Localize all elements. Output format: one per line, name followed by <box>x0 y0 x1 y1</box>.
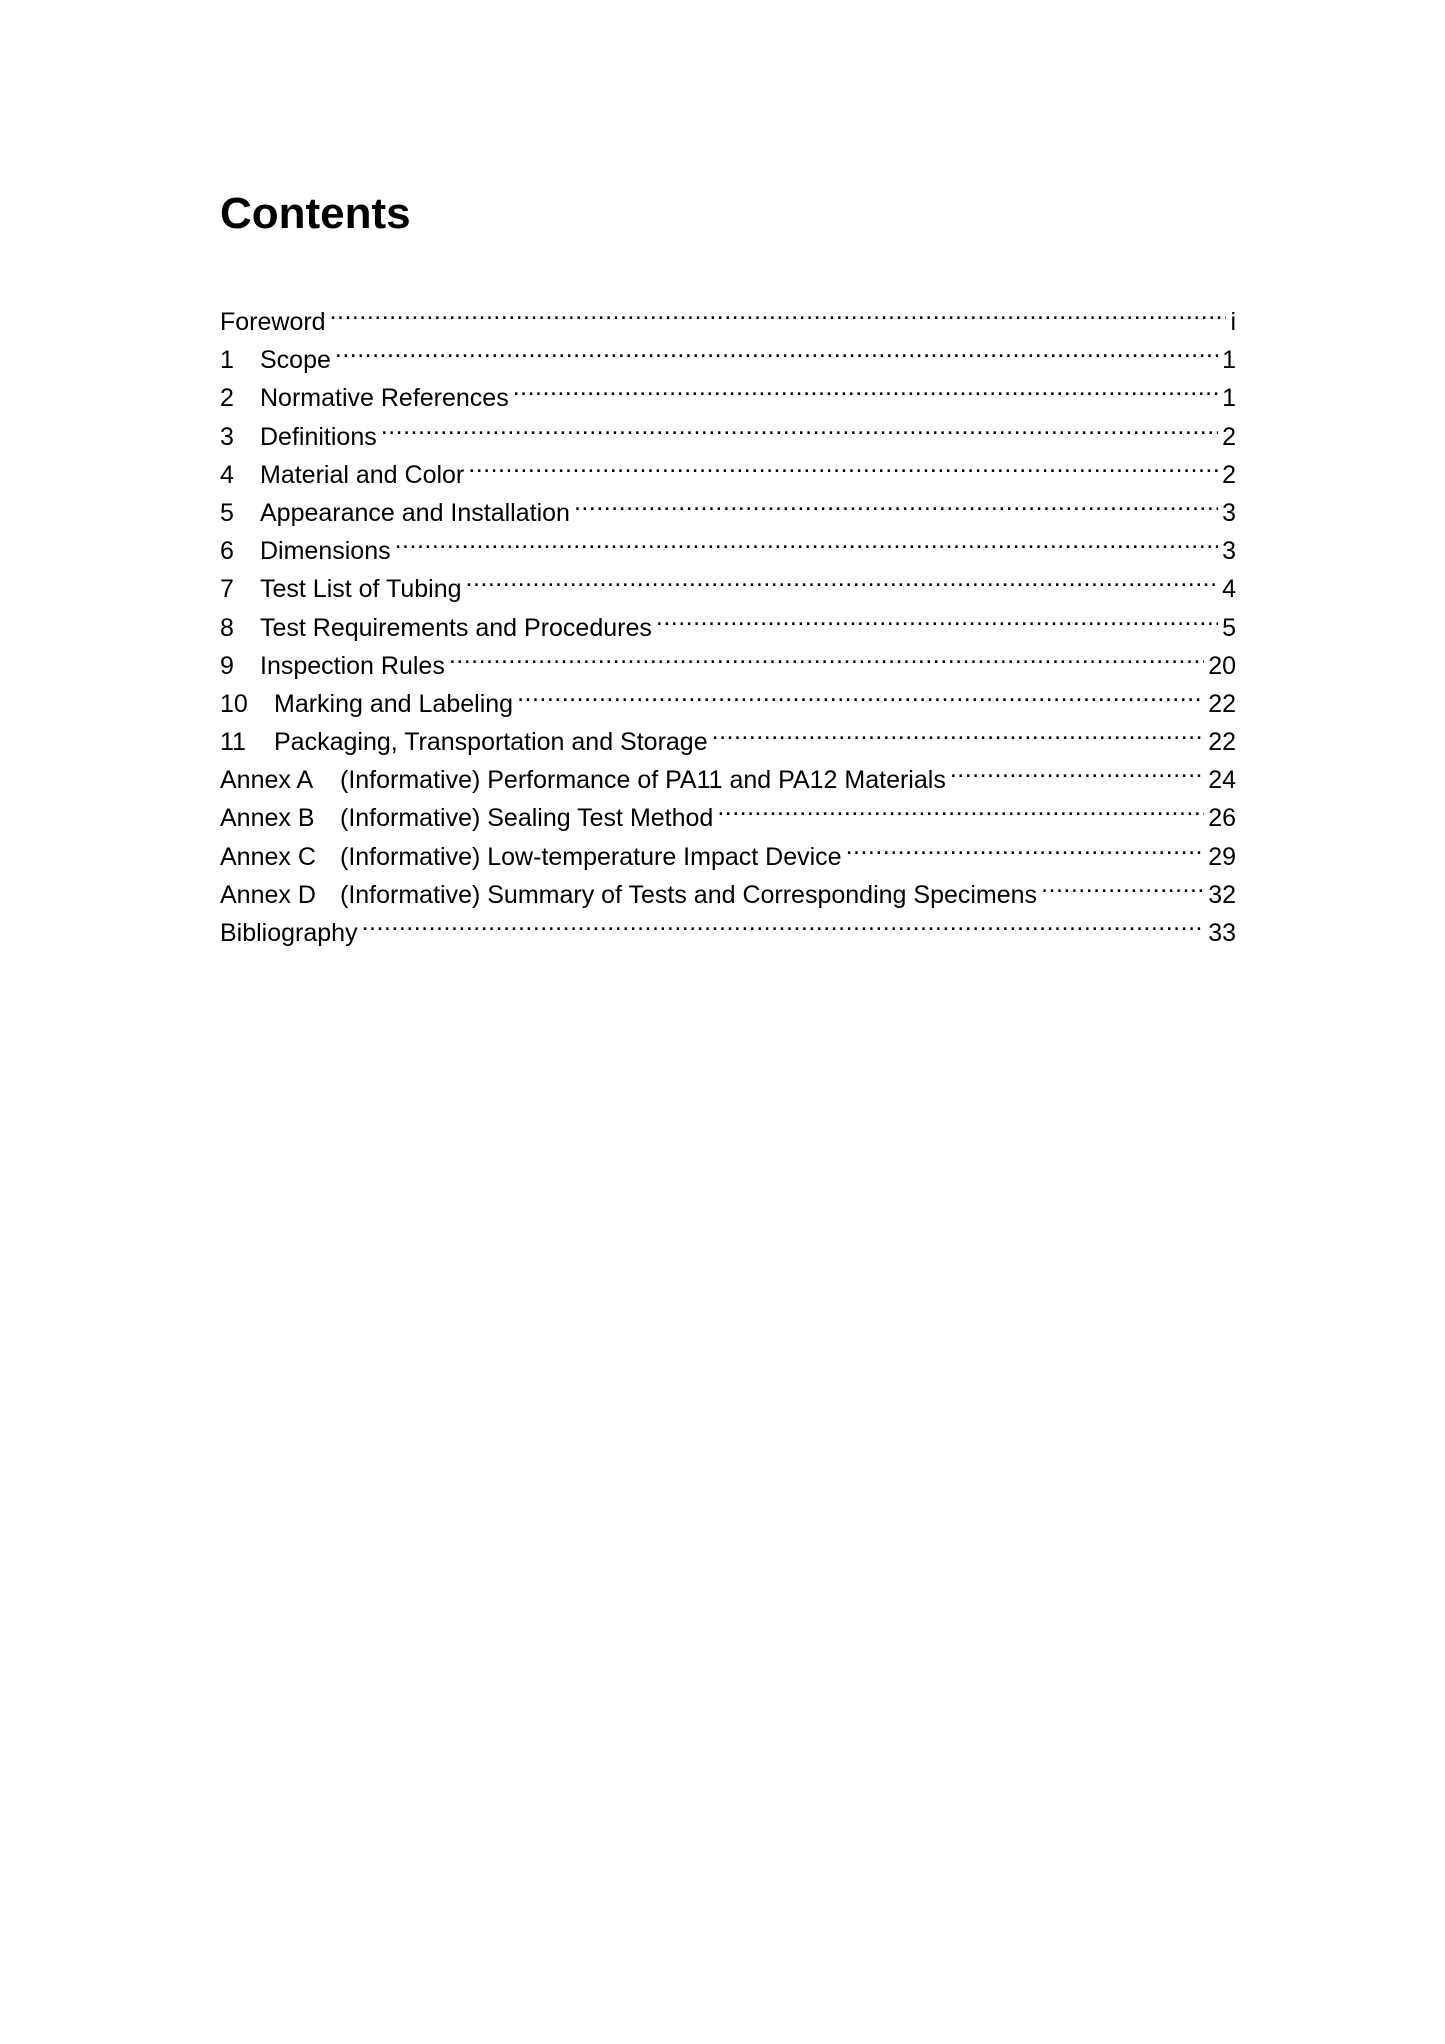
page-title: Contents <box>220 189 411 238</box>
toc-entry-title: (Informative) Sealing Test Method <box>340 804 714 833</box>
toc-entry-page-number: 4 <box>1222 575 1236 604</box>
toc-dot-leader <box>950 750 1204 788</box>
toc-entry-page-number: 3 <box>1222 498 1236 527</box>
toc-entry-number: 8 <box>220 613 234 642</box>
toc-entry-number: 2 <box>220 384 234 413</box>
toc-entry-page-number: 5 <box>1222 613 1236 642</box>
toc-entry-title: Scope <box>260 346 331 375</box>
toc-dot-leader <box>468 445 1218 483</box>
toc-entry-title: Definitions <box>260 422 377 451</box>
toc-entry-number: Annex D <box>220 880 316 909</box>
toc-entry-page-number: 1 <box>1222 384 1236 413</box>
toc-entry-number: 3 <box>220 422 234 451</box>
toc-dot-leader <box>1041 865 1204 903</box>
toc-dot-leader <box>335 330 1218 368</box>
toc-entry-title: (Informative) Summary of Tests and Corresponding Specimens <box>340 880 1038 909</box>
toc-entry-title: Material and Color <box>260 460 465 489</box>
toc-dot-leader <box>466 559 1219 597</box>
toc-entry[interactable] <box>220 330 1236 375</box>
toc-entry-page-number: 32 <box>1208 880 1236 909</box>
toc-dot-leader <box>395 521 1218 559</box>
toc-entry-number: 6 <box>220 537 234 566</box>
toc-entry-page-number: 1 <box>1222 346 1236 375</box>
toc-entry-page-number: 24 <box>1208 766 1236 795</box>
toc-entry-page-number: 26 <box>1208 804 1236 833</box>
toc-entry-title: Test List of Tubing <box>260 575 462 604</box>
toc-entry-title: (Informative) Performance of PA11 and PA12 Materials <box>340 766 946 795</box>
toc-entry[interactable] <box>220 368 1236 413</box>
toc-dot-leader <box>846 827 1205 865</box>
toc-entry-title: Normative References <box>260 384 509 413</box>
toc-dot-leader <box>517 674 1204 712</box>
toc-dot-leader <box>330 292 1227 330</box>
toc-dot-leader <box>574 483 1218 521</box>
toc-entry-number: Annex C <box>220 842 316 871</box>
toc-entry-title: Marking and Labeling <box>274 689 514 718</box>
table-of-contents <box>220 292 1236 947</box>
toc-entry-number: 4 <box>220 460 234 489</box>
toc-entry-title: (Informative) Low-temperature Impact Device <box>340 842 842 871</box>
toc-entry-page-number: 29 <box>1208 842 1236 871</box>
toc-entry-title: Test Requirements and Procedures <box>260 613 652 642</box>
toc-entry-number: 9 <box>220 651 234 680</box>
toc-dot-leader <box>712 712 1205 750</box>
toc-dot-leader <box>362 903 1205 941</box>
toc-entry-page-number: 3 <box>1222 537 1236 566</box>
toc-entry-number: Annex A <box>220 766 314 795</box>
toc-entry-page-number: 20 <box>1208 651 1236 680</box>
toc-entry-page-number: 33 <box>1208 919 1236 947</box>
toc-entry-title: Dimensions <box>260 537 391 566</box>
toc-entry-number: 10 <box>220 689 248 718</box>
toc-dot-leader <box>449 636 1204 674</box>
toc-entry-page-number: 22 <box>1208 728 1236 757</box>
toc-entry-number: 11 <box>220 728 246 757</box>
toc-entry-title: Packaging, Transportation and Storage <box>274 728 708 757</box>
toc-dot-leader <box>717 788 1204 826</box>
toc-entry-number: 7 <box>220 575 234 604</box>
toc-entry[interactable] <box>220 292 1236 336</box>
toc-entry[interactable] <box>220 903 1236 947</box>
toc-entry-number: 1 <box>220 346 234 375</box>
toc-entry-page-number: 2 <box>1222 422 1236 451</box>
toc-entry-title: Appearance and Installation <box>260 498 570 527</box>
toc-dot-leader <box>656 598 1218 636</box>
toc-entry-number: Annex B <box>220 804 315 833</box>
toc-entry-title: Bibliography <box>220 919 358 947</box>
toc-entry-number: 5 <box>220 498 234 527</box>
toc-entry-page-number: 2 <box>1222 460 1236 489</box>
toc-entry-title: Foreword <box>220 308 326 336</box>
toc-entry-title: Inspection Rules <box>260 651 445 680</box>
toc-entry-page-number: 22 <box>1208 689 1236 718</box>
toc-dot-leader <box>381 407 1218 445</box>
toc-dot-leader <box>513 368 1218 406</box>
toc-entry-page-number: i <box>1230 308 1236 336</box>
